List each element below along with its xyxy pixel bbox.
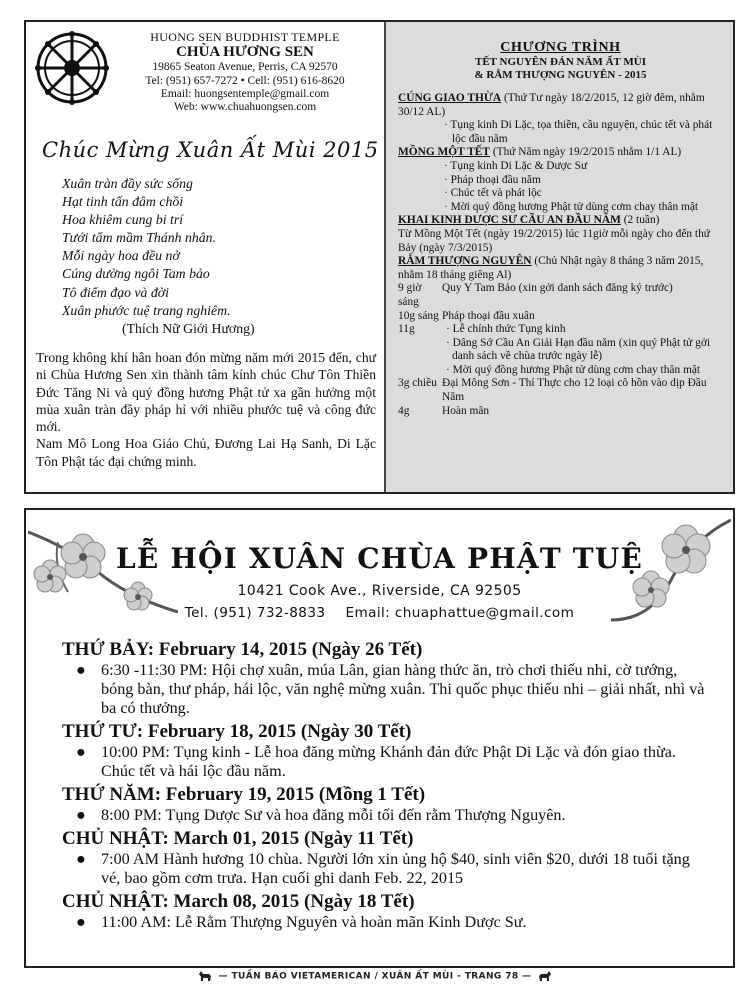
schedule-row: [398, 405, 723, 419]
festival-email: Email: chuaphattue@gmail.com: [345, 605, 575, 621]
schedule-sub-item: · Lễ chính thức Tụng kinh: [446, 323, 566, 336]
footer-text: — TUẦN BÁO VIETAMERICAN / XUÂN ẤT MÙI - TRANG 78 —: [218, 971, 532, 982]
mong-mot-item: · Chúc tết và phát lộc: [444, 187, 542, 200]
temple-web: Web: www.chuahuongsen.com: [173, 101, 317, 114]
poem-line: Cúng dường ngôi Tam bảo: [62, 266, 210, 282]
poem-line: Mỗi ngày hoa đều nở: [62, 248, 180, 264]
program-column: [384, 22, 733, 492]
poem-line: Xuân tràn đầy sức sống: [62, 176, 193, 191]
schedule-sub-item: · Mời quý đồng hương Phật tử dùng cơm chay thân mật: [446, 363, 701, 376]
event-heading: CHỦ NHẬT: March 08, 2015 (Ngày 18 Tết): [62, 891, 415, 912]
schedule-desc: Hoàn mãn: [442, 404, 490, 417]
event-heading: THỨ TƯ: February 18, 2015 (Ngày 30 Tết): [62, 721, 412, 742]
giao-thua-label: CÚNG GIAO THỪA: [398, 92, 502, 104]
temple-name-en: HUONG SEN BUDDHIST TEMPLE: [150, 30, 340, 44]
event-text: 11:00 AM: Lễ Rằm Thượng Nguyên và hoàn mãn Kinh Dược Sư.: [101, 913, 527, 931]
event-text: 8:00 PM: Tụng Dược Sư và hoa đăng mỗi tối đến rằm Thượng Nguyên.: [101, 806, 566, 824]
mong-mot-item: · Mời quý đồng hương Phật tử dùng cơm chay thân mật: [444, 200, 699, 213]
event-block: [62, 639, 712, 718]
event-block: [62, 721, 712, 781]
schedule-desc-group: [442, 323, 723, 377]
schedule-time: 3g chiều: [398, 377, 437, 390]
schedule-desc: Đại Mông Sơn - Thí Thực cho 12 loại cô hồn vào dịp Đầu Năm: [442, 377, 707, 404]
bullet-icon: ●: [76, 913, 86, 931]
poem: [62, 175, 255, 338]
khai-kinh-when: (2 tuần): [620, 214, 660, 227]
event-row: [62, 806, 712, 825]
khai-kinh-label: KHAI KINH DƯỢC SƯ CẦU AN ĐẦU NĂM: [398, 214, 621, 227]
goat-icon: [537, 970, 553, 982]
temple-phones: Tel: (951) 657-7272 • Cell: (951) 616-8620: [145, 74, 345, 87]
mong-mot-section: [398, 146, 723, 214]
program-title: CHƯƠNG TRÌNH: [500, 40, 621, 55]
temple-header: [114, 31, 376, 114]
schedule-row: [398, 377, 723, 404]
event-block: [62, 784, 712, 825]
program-subtitle: [398, 56, 723, 82]
intro-paragraph: Nam Mô Long Hoa Giáo Chủ, Đương Lai Hạ Sanh, Di Lặc Tôn Phật tác đại chứng minh.: [36, 436, 376, 469]
schedule-desc: Quy Y Tam Bảo (xin gởi danh sách đăng ký trước): [442, 282, 673, 295]
event-row: [62, 913, 712, 932]
schedule-sub-item: · Dâng Sớ Cầu An Giải Hạn đầu năm (xin quý Phật tử gởi danh sách về chùa trước ngày lễ): [446, 336, 711, 363]
ram-when: (Chủ Nhật ngày 8 tháng 3 năm 2015, nhằm 18 tháng giêng Al): [398, 255, 704, 281]
event-row: [62, 661, 712, 718]
ram-section: [398, 255, 723, 418]
festival-tel: Tel. (951) 732-8833: [184, 605, 326, 621]
temple-address: 19865 Seaton Avenue, Perris, CA 92570: [152, 61, 338, 74]
poem-line: Hạt tinh tấn đâm chồi: [62, 194, 184, 210]
dharma-wheel-icon: [35, 31, 109, 105]
ram-label: RẰM THƯỢNG NGUYÊN: [398, 255, 532, 268]
festival-address: 10421 Cook Ave., Riverside, CA 92505: [237, 583, 522, 599]
event-row: [62, 850, 712, 888]
poem-line: Tưới tẩm mầm Thánh nhân.: [62, 230, 217, 246]
event-text: 6:30 -11:30 PM: Hội chợ xuân, múa Lân, gian hàng thức ăn, trò chơi thiếu nhi, cờ tướng, bóng bàn, thư pháp, hái lộc, văn nghệ mừng xuân. Thi quốc phục thiếu nhi – giải nhất, nhì và ba có thưởng.: [101, 661, 705, 717]
giao-thua-item: · Tụng kinh Di Lặc, tọa thiền, cầu nguyện, chúc tết và phát lộc đầu năm: [444, 119, 713, 145]
schedule-row: [398, 323, 723, 377]
program-subtitle-1: TẾT NGUYÊN ĐÁN NĂM ẤT MÙI: [474, 56, 647, 68]
event-text: 10:00 PM: Tụng kinh - Lễ hoa đăng mừng Khánh đản đức Phật Di Lặc và đón giao thừa. Chúc tết và hái lộc đầu năm.: [101, 743, 676, 780]
schedule-time: 11g: [398, 323, 415, 336]
poem-line: Xuân phước tuệ trang nghiêm.: [62, 302, 231, 318]
mong-mot-item: · Pháp thoại đầu năm: [444, 173, 541, 186]
giao-thua-section: [398, 92, 723, 146]
intro-text: [36, 349, 376, 470]
bullet-icon: ●: [76, 661, 86, 679]
mong-mot-label: MỒNG MỘT TẾT: [398, 146, 490, 159]
bullet-icon: ●: [76, 806, 86, 824]
bullet-icon: ●: [76, 743, 86, 761]
khai-kinh-section: [398, 214, 723, 255]
temple-email: Email: huongsentemple@gmail.com: [160, 87, 330, 100]
poem-author: (Thích Nữ Giới Hương): [122, 320, 255, 336]
event-block: [62, 891, 712, 932]
event-block: [62, 828, 712, 888]
temple-name-vi: CHÙA HƯƠNG SEN: [176, 44, 314, 61]
event-heading: THỨ NĂM: February 19, 2015 (Mồng 1 Tết): [62, 784, 426, 805]
event-heading: THỨ BẢY: February 14, 2015 (Ngày 26 Tết): [62, 639, 423, 660]
huong-sen-section: [24, 20, 735, 494]
intro-paragraph: Trong không khí hân hoan đón mừng năm mới 2015 đến, chư ni Chùa Hương Sen xin thành tâm kính chúc Chư Tôn Thiền Đức Tăng Ni và quý đồng hương Phật tử xa gần hưởng một mùa xuân tràn đầy pháp hỉ với nhiều phước tuệ và công đức mới.: [36, 350, 376, 435]
poem-line: Tô điểm đạo và đời: [62, 284, 169, 300]
bullet-icon: ●: [76, 850, 86, 868]
khai-kinh-text: Từ Mồng Một Tết (ngày 19/2/2015) lúc 11giờ mỗi ngày cho đến thứ Bảy (ngày 7/3/2015): [398, 227, 710, 254]
giao-thua-when: (Thứ Tư ngày 18/2/2015, 12 giờ đêm, nhằm 30/12 AL): [398, 92, 705, 118]
goat-icon: [197, 970, 213, 982]
poem-line: Hoa khiêm cung bi trí: [62, 212, 184, 228]
mong-mot-item: · Tụng kinh Di Lặc & Dược Sư: [444, 159, 588, 172]
event-text: 7:00 AM Hành hương 10 chùa. Người lớn xin ủng hộ $40, sinh viên $20, dưới 18 tuổi tặng vé, bao gồm cơm trưa. Hạn cuối ghi danh Feb. 22, 2015: [101, 850, 690, 887]
schedule-time: 10g sáng: [398, 309, 439, 322]
event-heading: CHỦ NHẬT: March 01, 2015 (Ngày 11 Tết): [62, 828, 414, 849]
schedule-time: 9 giờ sáng: [398, 282, 422, 308]
festival-contact: [26, 605, 733, 621]
temple-info-column: [26, 22, 384, 492]
schedule-row: [398, 282, 723, 309]
mong-mot-when: (Thứ Năm ngày 19/2/2015 nhằm 1/1 AL): [489, 146, 682, 159]
program-subtitle-2: & RẰM THƯỢNG NGUYÊN - 2015: [474, 69, 647, 81]
festival-events: [62, 636, 712, 932]
schedule-desc: Pháp thoại đầu xuân: [442, 309, 535, 322]
program-title-block: [398, 40, 723, 82]
event-row: [62, 743, 712, 781]
page-footer: [0, 970, 750, 982]
festival-title: LỄ HỘI XUÂN CHÙA PHẬT TUỆ: [116, 542, 643, 575]
schedule-time: 4g: [398, 404, 410, 417]
phat-tue-festival-section: [24, 508, 735, 968]
schedule-row: [398, 310, 723, 324]
new-year-greeting: Chúc Mừng Xuân Ất Mùi 2015: [42, 138, 379, 162]
